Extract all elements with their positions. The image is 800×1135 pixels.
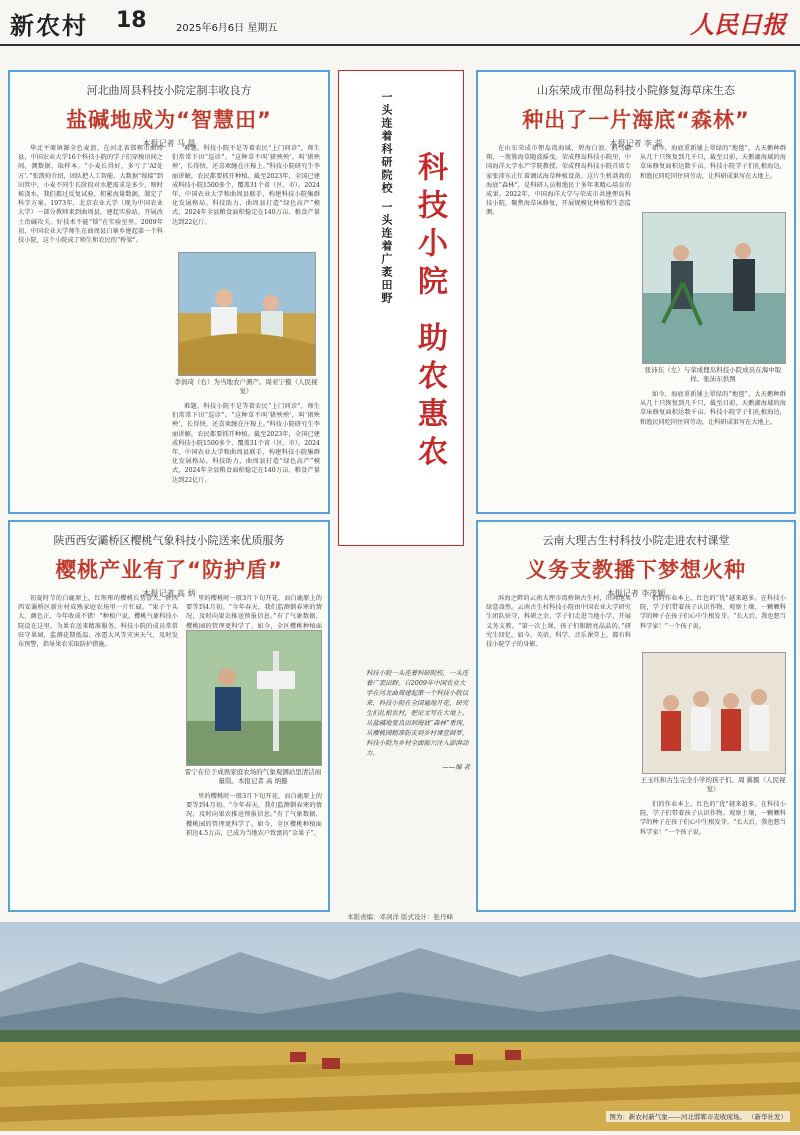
article-headline: 樱桃产业有了“防护盾” <box>55 558 283 582</box>
article-shandong <box>476 70 796 514</box>
article-byline: 本报记者 李茂颖 <box>606 589 666 598</box>
section-name: 新农村 <box>10 12 88 40</box>
article-yunnan <box>476 520 796 912</box>
photo-caption: 王玉珏和古生完全小学的孩子们。周 翼摄（人民视觉） <box>640 776 786 793</box>
newspaper-logo: 人民日报 <box>690 10 786 39</box>
harvest-panorama-photo <box>0 922 800 1131</box>
wheat-field-image <box>179 253 315 375</box>
article-body-end: 如今，海底重新铺上翠绿的“地毯”，大天鹅种群从几十只恢复到几千只，截至目前，天鹅湖海域的海草床修复面积达数千亩。科技小院学子们扎根海边，和渔民同吃同住同劳动，让科研成果写在大地上。 <box>640 391 786 426</box>
article-body-end: 们的作业本上，红色的“优”越来越多。在科技小院，学子们带着孩子认识作物、观察土壤，一颗颗科学的种子在孩子们心中生根发芽。“长大后，我也想当科学家！”一个孩子说。 <box>640 801 786 836</box>
weather-station-image <box>187 631 321 765</box>
article-kicker: 陕西西安灞桥区樱桃气象科技小院送来优质服务 <box>53 534 285 547</box>
article-kicker: 云南大理古生村科技小院走进农村课堂 <box>542 534 730 547</box>
article-body: 华北平原镇源全色麦浪。在河北省邯郸市曲周县，中国农业大学16个科技小院的学子们穿梭田间之间，测数据、取样本。“小麦长得好，多亏了‘AI处方’。”张凯帅介绍，团队把人工智能、大数据“嫁接”到田管中，小麦不同生长阶段对水肥需求是多少，啥时候浇水，我们都过反复试验，积累海量数据，制定了科学方案。1973年，北京农业大学（现为中国农业大学）一部分教师来到曲周县，建起实验站，开展改土治碱攻关。好技术不能“锁”在实验室里。2009年初，中国农业大学师生在曲周县白寨乡建起第一个科技小院，这个小院成了师生和农民的“桥梁”。 <box>18 145 163 245</box>
article-byline: 本报记者 马 晨 <box>142 139 196 148</box>
article-byline: 本报记者 李 蕊 <box>609 139 663 148</box>
article-hebei <box>8 70 330 514</box>
classroom-photo <box>642 652 786 774</box>
article-body: 初夏时节的白鹿原上，红彤彤的樱桃长势喜人，陕西西安灞桥区新庄村成熟家庭农场里一片忙碌。“果子个头大、颜色正，今年收成不错！”种植户说。樱桃气象科技小院设在这里，为果农送来精准服务。科技小院的成员常常驻守果园，监测花期低温、冰雹大风等灾害天气，及时发布预警，指导果农采取防护措施。 <box>18 595 178 649</box>
sea-photo <box>642 212 786 364</box>
article-headline: 盐碱地成为“智慧田” <box>66 108 272 132</box>
photo-caption: 张沛东（左）与荣成俚岛科技小院成员在海中取样。张沛东供图 <box>644 366 782 383</box>
publication-date: 2025年6月6日 星期五 <box>176 23 278 34</box>
article-body-continued: 里的樱桃时一般3月下旬开花，而白鹿原上的要等到4月初。“今年春天，我们监测倒春寒的情况，及时向果农推送预报信息。”有了气象数据，樱桃园的管理更科学了。如今，全区樱桃种植面 <box>186 595 322 630</box>
article-shaanxi <box>8 520 330 912</box>
seagrass-image <box>643 213 785 363</box>
feature-title: 科技小院 助农惠农 <box>412 151 447 474</box>
weather-station-photo <box>186 630 322 766</box>
article-kicker: 河北曲周县科技小院定制丰收良方 <box>86 84 252 97</box>
editor-note-signature: ——编 者 <box>442 763 470 771</box>
wheat-harvest-image <box>0 922 800 1131</box>
feature-kicker: 一头连着科研院校 一头连着广袤田野 <box>380 91 393 305</box>
article-kicker: 山东荣成市俚岛科技小院修复海草床生态 <box>537 84 735 97</box>
photo-caption: 李润琦（右）为当地农户测产。周亚宁摄（人民视觉） <box>174 378 318 395</box>
editor-note-text: 科技小院一头连着科研院校，一头连着广袤田野。自2009年中国农业大学在河北曲周建起第一个科技小院以来，科技小院在全国遍地开花，研究生们扎根农村，把论文写在大地上。从盐碱地变良田到海底“森林”重现，从樱桃园精准防灾到乡村课堂圆梦，科技小院为乡村全面振兴注入澎湃动力。 <box>366 669 469 757</box>
bottom-photo-caption: 图为：新农村新气象——河北邯郸市麦收现场。 （新华社发） <box>606 1111 790 1122</box>
children-image <box>643 653 785 773</box>
center-feature-title <box>338 70 464 546</box>
editor-note <box>366 668 470 772</box>
photo-caption: 雷宁在位于成熟家庭农场的气象观测站里清洁雨量筒。本报记者 高 炳摄 <box>184 768 322 785</box>
editor-credits: 本版责编：邓剑洋 版式设计：张丹峰 <box>346 913 454 921</box>
farm-photo <box>178 252 316 376</box>
article-body-continued: 如今，海底重新铺上翠绿的“地毯”，大天鹅种群从几十只恢复到几千只，截至目前，天鹅湖海域的海草床修复面积达数千亩。科技小院学子们扎根海边，和渔民同吃同住同劳动，让科研成果写在大地上。 <box>640 145 786 180</box>
article-headline: 种出了一片海底“森林” <box>522 108 750 132</box>
masthead <box>0 0 800 46</box>
article-body-end: 里的樱桃时一般3月下旬开花，而白鹿原上的要等到4月初。“今年春天，我们监测倒春寒的情况，及时向果农推送预报信息。”有了气象数据，樱桃园的管理更科学了。如今，全区樱桃种植面积达4.5万亩，已成为当地农户致富的“金果子”。 <box>186 793 322 837</box>
article-body: 洱海之畔的云南大理市湾桥镇古生村，田间地头绿意盎然。云南古生村科技小院由中国农业大学研究生团队驻守，科研之余，学子们走进当地小学，开展义务支教。“第一次上课，孩子们眼睛亮晶晶的。”研究生回忆。如今，英语、科学、音乐课堂上，都有科技小院学子的身影。 <box>486 595 631 649</box>
article-body-continued: 难题。科技小院不是等着农民“上门问诊”，师生们常常下田“巡诊”。“这种草不叫‘猪殃殃’，叫‘猪殃殃’，长得快，还喜欢缠在庄稼上。”科技小院研究生李丽讲解，农民都要抓开种植。截至2023年，全国已建成科技小院1500多个，覆盖31个省（区、市）。2024年，中国农业大学和曲周县联手，构建科技小院集群化发展格局。科技助力，曲周县打造“绿色高产”模式，2024年全县粮食面积稳定在140万亩、粮食产量达到22亿斤。 <box>172 145 320 226</box>
article-body: 在山东荣成市俚岛湾海域，碧海白浪、鸥鸟翩翔，一簇簇海草随波摇曳。荣成俚岛科技小院里，中国海洋大学水产学院教授、荣成俚岛科技小院首席专家张沛东正忙着调试海草种植设备。这片生机勃勃的海底“森林”，是科研人员和渔民十多年来精心培育的成果。2022年，中国海洋大学与荣成市共建俚岛科技小院，聚焦海草床修复，开展规模化种植和生态监测。 <box>486 145 631 217</box>
page-number: 18 <box>116 8 147 33</box>
article-headline: 义务支教播下梦想火种 <box>526 558 746 582</box>
article-body-end: 难题。科技小院不是等着农民“上门问诊”，师生们常常下田“巡诊”。“这种草不叫‘猪殃殃’，叫‘猪殃殃’，长得快，还喜欢缠在庄稼上。”科技小院研究生李丽讲解，农民都要抓开种植。截至2023年，全国已建成科技小院1500多个，覆盖31个省（区、市）。2024年，中国农业大学和曲周县联手，构建科技小院集群化发展格局。科技助力，曲周县打造“绿色高产”模式，2024年全县粮食面积稳定在140万亩、粮食产量达到22亿斤。 <box>172 403 320 484</box>
article-byline: 本报记者 高 炳 <box>142 589 196 598</box>
article-body-continued: 们的作业本上，红色的“优”越来越多。在科技小院，学子们带着孩子认识作物、观察土壤，一颗颗科学的种子在孩子们心中生根发芽。“长大后，我也想当科学家！”一个孩子说。 <box>640 595 786 630</box>
